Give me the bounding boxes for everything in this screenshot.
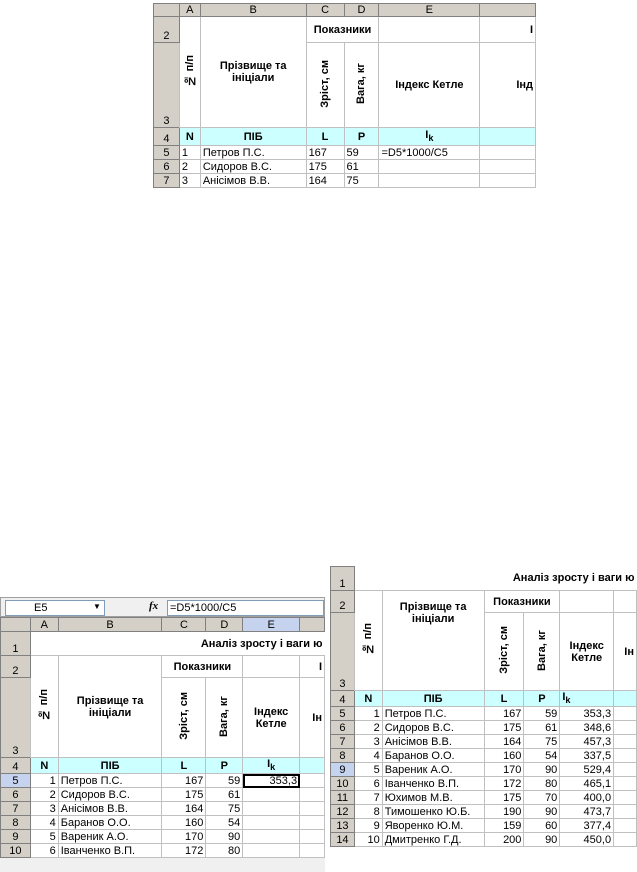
cell-ketle[interactable] (243, 816, 300, 830)
code-n[interactable]: N (179, 128, 200, 146)
cell-ketle[interactable]: 465,1 (560, 777, 614, 791)
table-row (331, 791, 637, 805)
header-ketle[interactable]: Індекс Кетле (379, 43, 480, 128)
cell-ketle[interactable] (243, 844, 300, 858)
cell-name[interactable]: Вареник А.О. (58, 830, 162, 844)
cell-weight[interactable]: 61 (524, 721, 560, 735)
name-box-dropdown-icon[interactable]: ▼ (93, 602, 101, 611)
table-row (331, 735, 637, 749)
cell-ketle[interactable]: 457,3 (560, 735, 614, 749)
code-ik-label: I (562, 691, 566, 704)
header-next-a[interactable]: Ін (300, 678, 325, 758)
cell-next[interactable] (480, 160, 536, 174)
code-p[interactable]: P (344, 128, 379, 146)
row-header-1[interactable]: 1 (331, 567, 355, 591)
cell-weight[interactable]: 80 (206, 844, 243, 858)
formula-bar (0, 597, 325, 617)
column-header-c[interactable]: C (162, 618, 206, 632)
cell-height[interactable]: 167 (306, 146, 344, 160)
cell-height[interactable]: 164 (306, 174, 344, 188)
row-header-3[interactable]: 3 (1, 678, 31, 758)
header-next-b[interactable] (614, 613, 637, 691)
cell-name[interactable]: Баранов О.О. (58, 816, 162, 830)
cell-name[interactable]: Петров П.С. (200, 146, 306, 160)
row-header-7[interactable]: 7 (1, 802, 31, 816)
cell-num[interactable]: 10 (354, 833, 382, 847)
row-header-12[interactable]: 12 (331, 805, 355, 819)
header-weight-cell[interactable] (344, 43, 379, 128)
header-height-cell[interactable] (306, 43, 344, 128)
header-weight: Вага, кг (355, 63, 368, 104)
code-pib[interactable]: ПІБ (382, 691, 484, 707)
cell-weight[interactable]: 90 (524, 805, 560, 819)
cell-next[interactable] (300, 816, 325, 830)
code-next[interactable] (300, 758, 325, 774)
header-height: Зріст, см (497, 626, 510, 674)
row-header-7[interactable]: 7 (154, 174, 180, 188)
header-num-cell[interactable] (179, 17, 200, 128)
header-weight-cell[interactable] (206, 678, 243, 758)
cell-weight[interactable]: 59 (524, 707, 560, 721)
code-ik-label: I (267, 758, 271, 771)
header-pib-full[interactable]: Прізвище та ініціали (200, 17, 306, 128)
cell-next[interactable] (614, 749, 637, 763)
cell-num[interactable]: 3 (30, 802, 58, 816)
cell-ketle[interactable] (379, 174, 480, 188)
row-header-8[interactable]: 8 (1, 816, 31, 830)
cell-height[interactable]: 172 (484, 777, 524, 791)
cell-next[interactable] (614, 833, 637, 847)
header-pokaznyky[interactable]: Показники (162, 656, 243, 678)
cell-num[interactable]: 6 (354, 777, 382, 791)
code-pib[interactable]: ПІБ (200, 128, 306, 146)
cell-ketle[interactable]: 529,4 (560, 763, 614, 777)
row-header-2[interactable]: 2 (154, 17, 180, 43)
cell-next[interactable] (614, 721, 637, 735)
cell-height[interactable]: 164 (162, 802, 206, 816)
table-row (1, 774, 325, 788)
code-next[interactable] (480, 128, 536, 146)
row-header-3[interactable]: 3 (331, 613, 355, 691)
header-ketle[interactable]: Індекс Кетле (560, 613, 614, 691)
column-header-d[interactable]: D (206, 618, 243, 632)
cell-ketle[interactable]: 473,7 (560, 805, 614, 819)
table-row (1, 788, 325, 802)
code-ik-sub: k (428, 133, 434, 144)
cell-weight[interactable]: 54 (206, 816, 243, 830)
row-header-10[interactable]: 10 (1, 844, 31, 858)
formula-input[interactable]: =D5*1000/C5 (167, 600, 324, 616)
cell-height[interactable]: 164 (484, 735, 524, 749)
cell-name[interactable]: Іванченко В.П. (382, 777, 484, 791)
table-row (1, 816, 325, 830)
cell-num[interactable]: 1 (354, 707, 382, 721)
cell-height[interactable]: 170 (162, 830, 206, 844)
cell-height[interactable]: 170 (484, 763, 524, 777)
code-n[interactable]: N (354, 691, 382, 707)
header-next-c[interactable]: Інд (480, 43, 536, 128)
row-header-10[interactable]: 10 (331, 777, 355, 791)
code-p[interactable]: P (524, 691, 560, 707)
header-merged-top[interactable] (243, 656, 300, 678)
cell-name[interactable]: Анісімов В.В. (200, 174, 306, 188)
cell-next[interactable] (614, 819, 637, 833)
cell-num[interactable]: 1 (179, 146, 200, 160)
row-header-6[interactable]: 6 (154, 160, 180, 174)
header-height-cell[interactable] (162, 678, 206, 758)
cell-height[interactable]: 160 (162, 816, 206, 830)
cell-next[interactable] (614, 763, 637, 777)
spreadsheet-grid (153, 3, 536, 188)
cell-num[interactable]: 1 (30, 774, 58, 788)
cell-weight[interactable]: 75 (344, 174, 379, 188)
cell-name[interactable]: Вареник А.О. (382, 763, 484, 777)
table-row (331, 805, 637, 819)
code-ik[interactable] (379, 128, 480, 146)
header-merged-top[interactable] (379, 17, 480, 43)
cell-weight[interactable]: 75 (524, 735, 560, 749)
header-pokaznyky[interactable]: Показники (306, 17, 379, 43)
cell-name[interactable]: Іванченко В.П. (58, 844, 162, 858)
sheet-fragment-right (330, 566, 637, 872)
cell-name[interactable]: Анісімов В.В. (382, 735, 484, 749)
cell-name[interactable]: Петров П.С. (382, 707, 484, 721)
header-ketle[interactable]: Індекс Кетле (243, 678, 300, 758)
header-num-cell[interactable] (354, 591, 382, 691)
row-header-5[interactable]: 5 (331, 707, 355, 721)
cell-height[interactable]: 190 (484, 805, 524, 819)
header-next-top-empty[interactable] (614, 591, 637, 613)
cell-name[interactable]: Анісімов В.В. (58, 802, 162, 816)
cell-name[interactable]: Дмитренко Г.Д. (382, 833, 484, 847)
column-header-f[interactable] (480, 4, 536, 17)
row-header-14[interactable]: 14 (331, 833, 355, 847)
table-row (331, 763, 637, 777)
table-row (1, 830, 325, 844)
header-weight: Вага, кг (535, 629, 548, 671)
row-header-5[interactable]: 5 (154, 146, 180, 160)
row-header-2[interactable]: 2 (331, 591, 355, 613)
header-next-top[interactable]: І (480, 17, 536, 43)
cell-height[interactable]: 160 (484, 749, 524, 763)
cell-weight[interactable]: 80 (524, 777, 560, 791)
column-header-a[interactable]: A (179, 4, 200, 17)
sheet-title[interactable]: Аналіз зросту і ваги ю (512, 572, 635, 585)
cell-next[interactable] (300, 844, 325, 858)
select-all-corner[interactable] (154, 4, 180, 17)
row-header-4[interactable]: 4 (331, 691, 355, 707)
cell-name[interactable]: Сидоров В.С. (58, 788, 162, 802)
cell-height[interactable]: 175 (306, 160, 344, 174)
row-header-6[interactable]: 6 (331, 721, 355, 735)
cell-height[interactable]: 172 (162, 844, 206, 858)
table-row (331, 707, 637, 721)
code-ik[interactable] (243, 758, 300, 774)
cell-num[interactable]: 4 (354, 749, 382, 763)
code-n[interactable]: N (30, 758, 58, 774)
cell-num[interactable]: 2 (354, 721, 382, 735)
column-header-d[interactable]: D (344, 4, 379, 17)
cell-next[interactable] (300, 788, 325, 802)
cell-name[interactable]: Баранов О.О. (382, 749, 484, 763)
cell-weight[interactable]: 60 (524, 819, 560, 833)
cell-weight[interactable]: 75 (206, 802, 243, 816)
code-ik-label: I (425, 129, 429, 142)
code-ik[interactable] (560, 691, 614, 707)
cell-num[interactable]: 2 (30, 788, 58, 802)
header-height: Зріст, см (177, 692, 190, 740)
header-height-cell[interactable] (484, 613, 524, 691)
cell-name[interactable]: Юхимов М.В. (382, 791, 484, 805)
header-next-top[interactable]: І (300, 656, 325, 678)
cell-next[interactable] (300, 802, 325, 816)
header-num: № п/п (38, 689, 51, 721)
cell-name[interactable]: Сидоров В.С. (382, 721, 484, 735)
cell-next[interactable] (480, 174, 536, 188)
table-row (154, 174, 536, 188)
column-header-a[interactable]: A (30, 618, 58, 632)
cell-ketle[interactable]: 348,6 (560, 721, 614, 735)
cell-next[interactable] (614, 735, 637, 749)
sheet-fragment-top (153, 3, 536, 202)
table-row (154, 146, 536, 160)
cell-height[interactable]: 167 (484, 707, 524, 721)
cell-next[interactable] (614, 707, 637, 721)
cell-num[interactable]: 3 (354, 735, 382, 749)
column-header-c[interactable]: C (306, 4, 344, 17)
table-row (154, 160, 536, 174)
row-header-4[interactable]: 4 (1, 758, 31, 774)
row-header-8[interactable]: 8 (331, 749, 355, 763)
header-num-cell[interactable] (30, 656, 58, 758)
code-ik-sub: k (565, 695, 571, 706)
cell-ketle[interactable]: 400,0 (560, 791, 614, 805)
cell-height[interactable]: 200 (484, 833, 524, 847)
cell-weight[interactable]: 61 (344, 160, 379, 174)
table-row (331, 833, 637, 847)
cell-num[interactable]: 7 (354, 791, 382, 805)
header-next-b-label: Ін (624, 645, 634, 658)
sheet-fragment-left (0, 597, 325, 872)
column-header-f[interactable] (300, 618, 325, 632)
table-row (1, 844, 325, 858)
cell-ketle[interactable]: 337,5 (560, 749, 614, 763)
cell-num[interactable]: 2 (179, 160, 200, 174)
cell-num[interactable]: 4 (30, 816, 58, 830)
cell-weight[interactable]: 59 (344, 146, 379, 160)
row-header-9[interactable]: 9 (331, 763, 355, 777)
cell-weight[interactable]: 90 (206, 830, 243, 844)
row-header-11[interactable]: 11 (331, 791, 355, 805)
row-header-6[interactable]: 6 (1, 788, 31, 802)
cell-ketle[interactable]: 377,4 (560, 819, 614, 833)
cell-weight[interactable]: 90 (524, 833, 560, 847)
cell-weight[interactable]: 70 (524, 791, 560, 805)
cell-next[interactable] (614, 777, 637, 791)
row-header-7[interactable]: 7 (331, 735, 355, 749)
row-header-13[interactable]: 13 (331, 819, 355, 833)
cell-name[interactable]: Тимошенко Ю.Б. (382, 805, 484, 819)
cell-num[interactable]: 5 (354, 763, 382, 777)
spreadsheet-grid-left (0, 617, 325, 858)
code-p[interactable]: P (206, 758, 243, 774)
row-header-4[interactable]: 4 (154, 128, 180, 146)
cell-ketle[interactable]: 353,3 (243, 774, 300, 788)
cell-num[interactable]: 8 (354, 805, 382, 819)
cell-height[interactable]: 175 (484, 721, 524, 735)
header-num: № п/п (362, 623, 375, 655)
code-ik-sub: k (270, 762, 276, 773)
row-header-1[interactable]: 1 (1, 632, 31, 656)
sheet-title[interactable]: Аналіз зросту і ваги ю (200, 637, 323, 650)
cell-next[interactable] (614, 791, 637, 805)
row-header-9[interactable]: 9 (1, 830, 31, 844)
cell-next[interactable] (480, 146, 536, 160)
cell-weight[interactable]: 90 (524, 763, 560, 777)
cell-ketle[interactable] (243, 788, 300, 802)
cell-ketle[interactable]: 353,3 (560, 707, 614, 721)
cell-next[interactable] (300, 774, 325, 788)
column-header-b[interactable]: B (200, 4, 306, 17)
column-header-b[interactable]: B (58, 618, 162, 632)
cell-weight[interactable]: 61 (206, 788, 243, 802)
cell-name[interactable]: Яворенко Ю.М. (382, 819, 484, 833)
cell-ketle[interactable] (379, 160, 480, 174)
header-weight-cell[interactable] (524, 613, 560, 691)
table-row (1, 802, 325, 816)
cell-next[interactable] (614, 805, 637, 819)
cell-num[interactable]: 6 (30, 844, 58, 858)
code-l[interactable]: L (484, 691, 524, 707)
cell-height[interactable]: 175 (484, 791, 524, 805)
row-header-5[interactable]: 5 (1, 774, 31, 788)
header-pib-full[interactable]: Прізвище та ініціали (58, 656, 162, 758)
column-header-e[interactable]: E (243, 618, 300, 632)
cell-ketle[interactable] (243, 830, 300, 844)
code-pib[interactable]: ПІБ (58, 758, 162, 774)
fx-icon[interactable]: fx (149, 600, 159, 612)
cell-ketle[interactable]: 450,0 (560, 833, 614, 847)
cell-name[interactable]: Сидоров В.С. (200, 160, 306, 174)
row-header-2[interactable]: 2 (1, 656, 31, 678)
table-row (331, 819, 637, 833)
code-l[interactable]: L (306, 128, 344, 146)
code-l[interactable]: L (162, 758, 206, 774)
cell-name[interactable]: Петров П.С. (58, 774, 162, 788)
cell-ketle[interactable]: =D5*1000/C5 (379, 146, 480, 160)
table-row (331, 749, 637, 763)
cell-next[interactable] (300, 830, 325, 844)
cell-height[interactable]: 159 (484, 819, 524, 833)
header-height: Зріст, см (319, 59, 332, 108)
name-box[interactable]: E5 (5, 600, 105, 616)
header-pokaznyky[interactable]: Показники (484, 591, 560, 613)
cell-weight[interactable]: 59 (206, 774, 243, 788)
header-weight: Вага, кг (218, 695, 231, 737)
cell-num[interactable]: 3 (179, 174, 200, 188)
header-pib-full[interactable]: Прізвище та ініціали (382, 591, 484, 691)
select-all-corner[interactable] (1, 618, 31, 632)
cell-height[interactable]: 175 (162, 788, 206, 802)
column-header-e[interactable]: E (379, 4, 480, 17)
cell-height[interactable]: 167 (162, 774, 206, 788)
row-header-3[interactable]: 3 (154, 43, 180, 128)
table-row (331, 721, 637, 735)
spreadsheet-grid-right (330, 566, 637, 847)
header-num: № п/п (183, 54, 196, 87)
header-merged-top[interactable] (560, 591, 614, 613)
code-next[interactable] (614, 691, 637, 707)
table-row (331, 777, 637, 791)
cell-num[interactable]: 9 (354, 819, 382, 833)
cell-weight[interactable]: 54 (524, 749, 560, 763)
cell-ketle[interactable] (243, 802, 300, 816)
cell-num[interactable]: 5 (30, 830, 58, 844)
